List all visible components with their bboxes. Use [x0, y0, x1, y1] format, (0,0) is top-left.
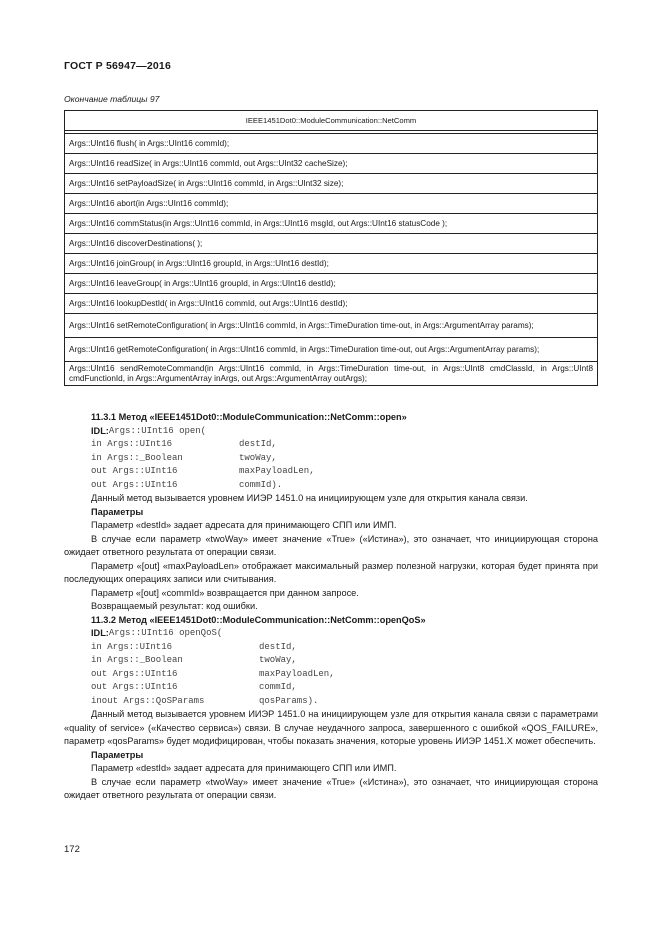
idl-param — [64, 452, 598, 466]
idl-label: IDL: — [91, 425, 109, 436]
table-cell: Args::UInt16 leaveGroup( in Args::UInt16 groupId, in Args::UInt16 destId); — [65, 274, 598, 294]
table-cell: Args::UInt16 setPayloadSize( in Args::UInt16 commId, in Args::UInt32 size); — [65, 174, 598, 194]
table-row — [65, 254, 598, 274]
paragraph: В случае если параметр «twoWay» имеет значение «True» («Истина»), это означает, что инициирующая сторона ожидает ответного результата от операции связи. — [64, 776, 598, 800]
idl-param — [64, 668, 598, 682]
table-cell: Args::UInt16 lookupDestId( in Args::UInt16 commId, out Args::UInt16 destId); — [65, 294, 598, 314]
table-header-row — [65, 111, 598, 131]
idl-param-name: qosParams). — [259, 695, 319, 706]
table-cell: Args::UInt16 flush( in Args::UInt16 commId); — [65, 134, 598, 154]
paragraph: Параметр «[out] «commId» возвращается при данном запросе. — [91, 587, 359, 598]
table-heading: IEEE1451Dot0::ModuleCommunication::NetComm — [65, 111, 598, 131]
table-row — [65, 314, 598, 338]
idl-param-name: destId, — [259, 641, 297, 652]
idl-param-name: twoWay, — [239, 452, 277, 463]
idl-param-name: maxPayloadLen, — [239, 466, 315, 476]
idl-param-name: destId, — [239, 439, 277, 449]
idl-param-type: out Args::UInt16 — [91, 479, 178, 490]
table-cell: Args::UInt16 joinGroup( in Args::UInt16 groupId, in Args::UInt16 destId); — [65, 254, 598, 274]
idl-param-type: in Args::_Boolean — [91, 452, 183, 463]
table-row — [65, 154, 598, 174]
idl-param — [64, 681, 598, 695]
idl-param — [64, 654, 598, 668]
table-row — [65, 194, 598, 214]
table-cell: Args::UInt16 commStatus(in Args::UInt16 commId, in Args::UInt16 msgId, out Args::UInt16 statusCode ); — [65, 214, 598, 234]
table-row — [65, 234, 598, 254]
table-row — [65, 214, 598, 234]
section-heading-openqos: 11.3.2 Метод «IEEE1451Dot0::ModuleCommunication::NetComm::openQoS» — [91, 614, 426, 625]
idl-param — [64, 438, 598, 452]
idl-param — [64, 465, 598, 479]
idl-param-name: twoWay, — [259, 655, 297, 665]
table-row — [65, 134, 598, 154]
idl-param-type: out Args::UInt16 — [91, 466, 178, 476]
idl-method: Args::UInt16 openQoS( — [108, 628, 223, 638]
table-cell: Args::UInt16 sendRemoteCommand(in Args::UInt16 commId, in Args::TimeDuration time-out, in Args::UInt8 cmdClassId, in Args::UInt8 cmdFunctionId, in Args::ArgumentArray inArgs, out Args::ArgumentArray outArgs); — [65, 362, 598, 386]
table-row — [65, 362, 598, 386]
idl-param-type: in Args::UInt16 — [91, 439, 173, 449]
parameters-heading: Параметры — [91, 749, 144, 760]
table-row — [65, 338, 598, 362]
table-cell: Args::UInt16 abort(in Args::UInt16 commId); — [65, 194, 598, 214]
section-heading-open: 11.3.1 Метод «IEEE1451Dot0::ModuleCommunication::NetComm::open» — [91, 412, 407, 422]
table-cell: Args::UInt16 setRemoteConfiguration( in Args::UInt16 commId, in Args::TimeDuration time-out, in Args::ArgumentArray params); — [65, 314, 598, 338]
idl-param-type: inout Args::QoSParams — [91, 695, 205, 706]
idl-param-type: in Args::_Boolean — [91, 655, 183, 665]
paragraph: Параметр «destId» задает адресата для принимающего СПП или ИМП. — [91, 520, 397, 530]
idl-param — [64, 479, 598, 493]
idl-signature — [64, 627, 598, 641]
paragraph: Возвращаемый результат: код ошибки. — [91, 601, 258, 611]
method-description: Данный метод вызывается уровнем ИИЭР 1451.0 на инициирующем узле для открытия канала связи. — [91, 493, 528, 503]
idl-label: IDL: — [91, 628, 109, 638]
table-row — [65, 294, 598, 314]
table-row — [65, 174, 598, 194]
idl-param-type: out Args::UInt16 — [91, 668, 178, 679]
table-row — [65, 274, 598, 294]
idl-param-name: commId, — [259, 682, 297, 692]
idl-param — [64, 695, 598, 709]
paragraph: В случае если параметр «twoWay» имеет значение «True» («Истина»), это означает, что инициирующая сторона ожидает ответного результата от операции связи. — [64, 533, 598, 557]
idl-method: Args::UInt16 open( — [108, 425, 207, 436]
method-description: Данный метод вызывается уровнем ИИЭР 1451.0 на инициирующем узле для открытия канала связи с параметрами «quality of service» («Качество сервиса») связи. В случае неудачного запроса, завершенного с ошибкой «QOS_FAILURE», параметр «qosParams» будет модифицирован, чтобы показать значения, которые уровень ИИЭР 1451.X может обеспечить. — [64, 709, 598, 746]
table-cell: Args::UInt16 getRemoteConfiguration( in Args::UInt16 commId, in Args::TimeDuration time-out, out Args::ArgumentArray params); — [65, 338, 598, 362]
parameters-heading: Параметры — [91, 506, 144, 517]
table-cell: Args::UInt16 discoverDestinations( ); — [65, 234, 598, 254]
idl-param-type: out Args::UInt16 — [91, 682, 178, 692]
table-cell: Args::UInt16 readSize( in Args::UInt16 commId, out Args::UInt32 cacheSize); — [65, 154, 598, 174]
idl-param-name: commId). — [239, 479, 283, 490]
page-number: 172 — [64, 844, 80, 855]
document-body — [64, 411, 598, 803]
idl-param-type: in Args::UInt16 — [91, 641, 173, 652]
paragraph: Параметр «destId» задает адресата для принимающего СПП или ИМП. — [91, 763, 397, 773]
table-caption: Окончание таблицы 97 — [64, 94, 160, 104]
interface-table — [64, 110, 598, 386]
idl-param — [64, 641, 598, 655]
paragraph: Параметр «[out] «maxPayloadLen» отображает максимальный размер полезной нагрузки, которая будет принята при последующих операциях записи или считывания. — [64, 560, 598, 584]
idl-signature — [64, 425, 598, 439]
standard-designation: ГОСТ Р 56947—2016 — [64, 60, 172, 72]
idl-param-name: maxPayloadLen, — [259, 668, 335, 679]
